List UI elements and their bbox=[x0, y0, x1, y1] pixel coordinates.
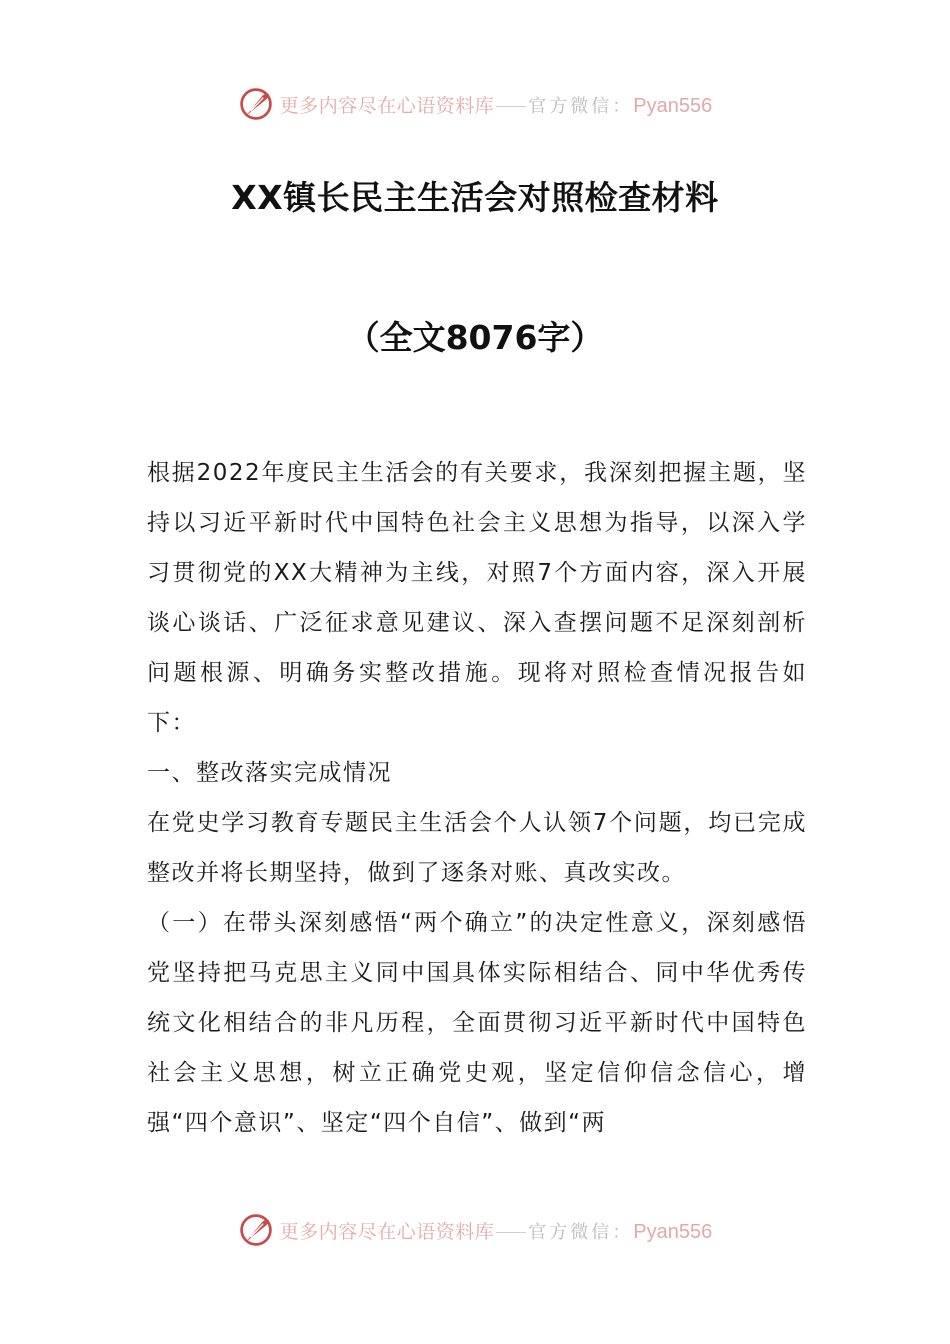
footer-watermark bbox=[0, 1206, 950, 1254]
document-body bbox=[147, 448, 807, 1148]
paragraph-summary: 在党史学习教育专题民主生活会个人认领7个问题，均已完成整改并将长期坚持，做到了逐条对账、真改实改。 bbox=[147, 810, 807, 886]
header-watermark bbox=[0, 80, 950, 128]
section-heading: 一、整改落实完成情况 bbox=[147, 760, 392, 786]
quill-logo-icon bbox=[238, 1212, 274, 1248]
quill-logo-icon bbox=[238, 86, 274, 122]
paragraph-intro: 根据2022年度民主生活会的有关要求，我深刻把握主题，坚持以习近平新时代中国特色社会主义思想为指导，以深入学习贯彻党的XX大精神为主线，对照7个方面内容，深入开展谈心谈话、广泛征求意见建议、深入查摆问题不足深刻剖析问题根源、明确务实整改措施。现将对照检查情况报告如下： bbox=[147, 460, 807, 736]
document-title: XX镇长民主生活会对照检查材料 bbox=[231, 178, 719, 217]
paragraph-item-1: （一）在带头深刻感悟“两个确立”的决定性意义，深刻感悟党坚持把马克思主义同中国具体实际相结合、同中华优秀传统文化相结合的非凡历程，全面贯彻习近平新时代中国特色社会主义思想，树立正确党史观，坚定信仰信念信心，增强“四个意识”、坚定“四个自信”、做到“两 bbox=[147, 910, 807, 1136]
watermark-text: 更多内容尽在心语资料库 官方微信：Pyan556 bbox=[279, 94, 713, 117]
document-subtitle: （全文8076字） bbox=[346, 318, 604, 357]
watermark-text: 更多内容尽在心语资料库 官方微信：Pyan556 bbox=[279, 1220, 713, 1243]
